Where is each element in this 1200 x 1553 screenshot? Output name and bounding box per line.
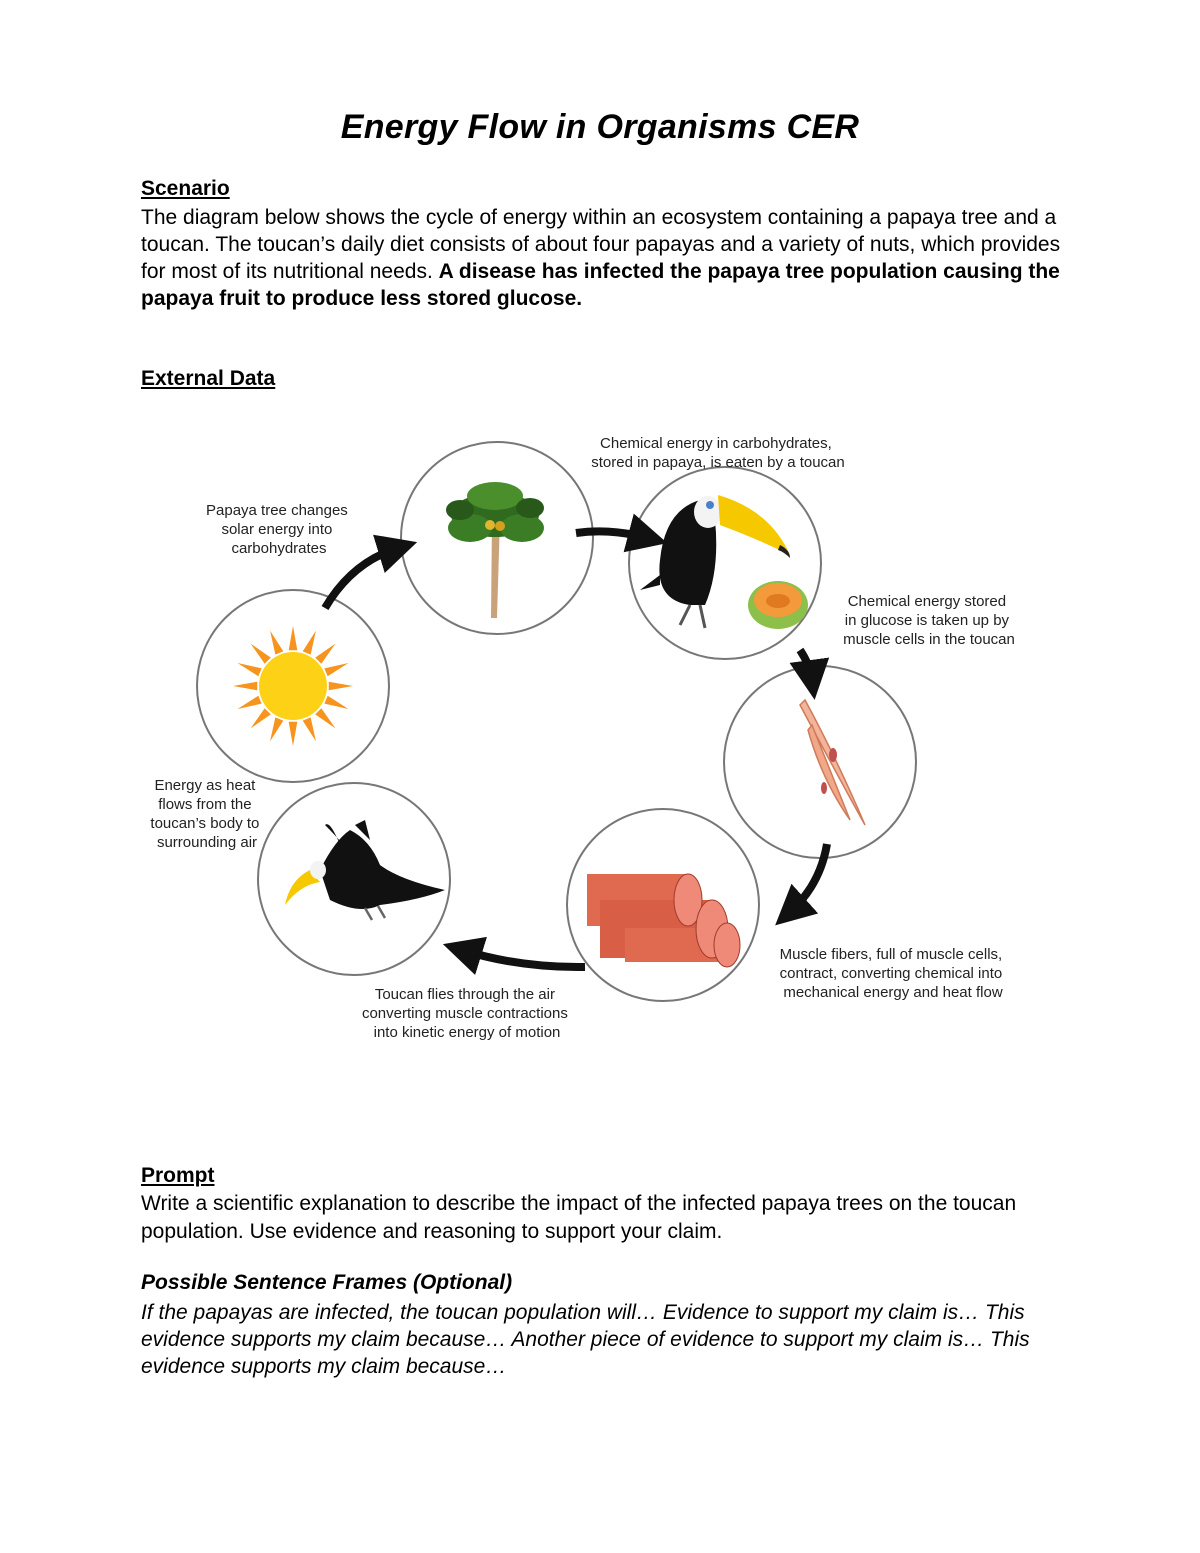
label-line: toucan’s body to [150,815,260,832]
label-line: flows from the [158,796,252,813]
arrow-sun-to-tree [325,548,398,608]
label-chemical-energy [591,435,845,471]
label-line: contract, converting chemical into [779,965,1003,982]
label-glucose [843,593,1015,648]
energy-cycle-diagram [0,400,1200,1060]
toucan-eating-circle [629,467,821,659]
label-papaya-tree [206,502,352,557]
label-line: Energy as heat [154,777,256,794]
scenario-text [141,204,1071,312]
label-line: carbohydrates [231,540,327,557]
scenario-text-plain: The diagram below shows the cycle of energy within an ecosystem containing a papaya tree and a toucan. The toucan’s daily diet consists of about four papayas and a variety of nuts, which provides for most of its nutritional needs. [141,206,1061,283]
label-line: stored in papaya, is eaten by a toucan [591,454,845,471]
label-line: muscle cells in the toucan [843,631,1015,648]
prompt-heading: Prompt [141,1164,215,1187]
scenario-heading: Scenario [141,177,230,200]
label-line: surrounding air [156,834,258,851]
label-line: Muscle fibers, full of muscle cells, [779,946,1003,963]
label-line: in glucose is taken up by [844,612,1010,629]
label-muscle-fibers [780,946,1007,1001]
prompt-text: Write a scientific explanation to describe the impact of the infected papaya trees on the toucan population. Use evidence and reasoning to support your claim. [141,1192,1017,1243]
arrow-fibers-to-flight [462,950,585,967]
label-line: mechanical energy and heat flow [783,984,1003,1001]
label-line: Chemical energy stored [847,593,1007,610]
label-line: Papaya tree changes [206,502,348,519]
label-line: into kinetic energy of motion [373,1024,561,1041]
label-line: converting muscle contractions [361,1005,568,1022]
label-heat [150,777,263,851]
sentence-frames-text: If the papayas are infected, the toucan population will… Evidence to support my claim is… This evidence supports my claim because… Another piece of evidence to support my claim is… This evidence supports my claim because… [141,1301,1030,1378]
label-line: solar energy into [221,521,333,538]
sun-icon [233,626,353,746]
scenario-text-bold: A disease has infected the papaya tree population causing the papaya fruit to produce less stored glucose. [141,260,1060,310]
page-title: Energy Flow in Organisms CER [340,108,860,146]
label-toucan-flies [362,986,572,1041]
label-line: Chemical energy in carbohydrates, [600,435,832,452]
label-line: Toucan flies through the air [374,986,555,1003]
external-data-heading: External Data [141,367,276,390]
sentence-frames-heading: Possible Sentence Frames (Optional) [141,1271,513,1294]
